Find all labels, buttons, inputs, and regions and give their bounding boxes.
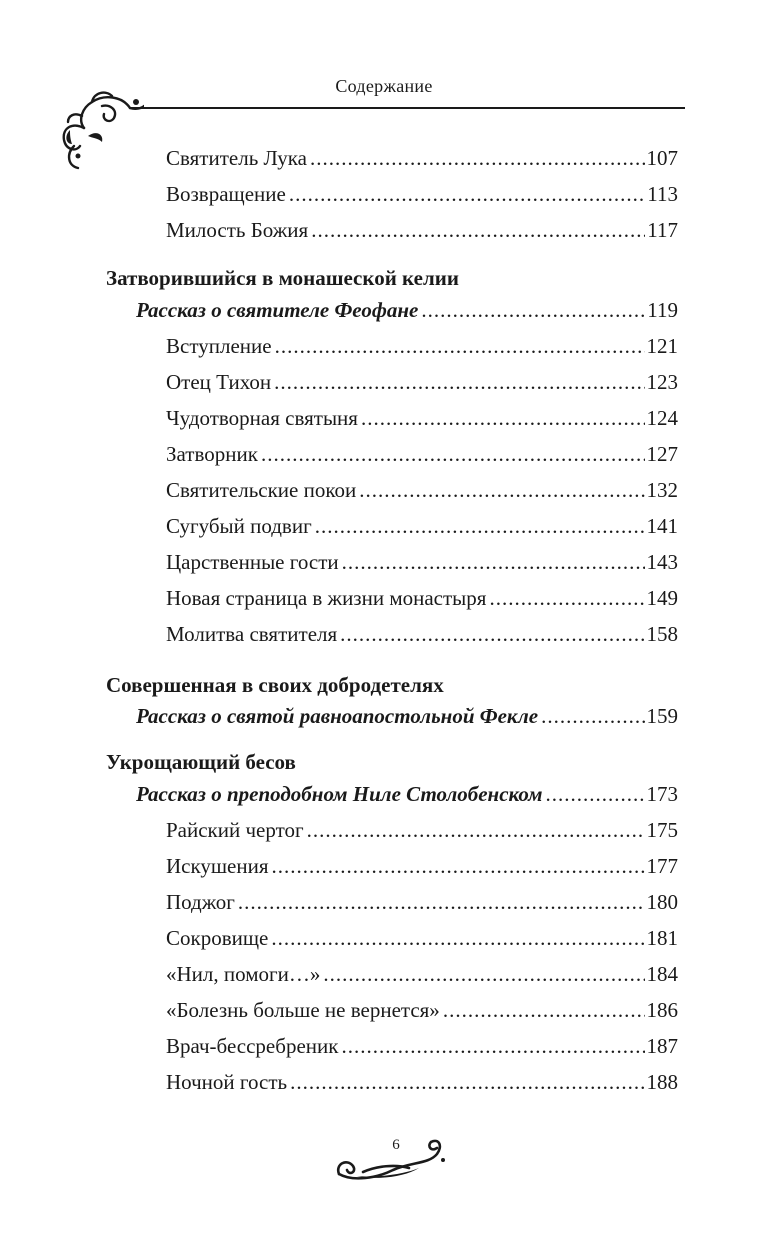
toc-entry-title: Возвращение <box>166 182 286 206</box>
toc-entry-page: 186 <box>646 998 678 1022</box>
toc-entry[interactable] <box>166 478 678 503</box>
toc-entry[interactable] <box>166 442 678 467</box>
toc-entry-page: 121 <box>646 334 678 358</box>
dot-leader <box>421 298 645 323</box>
dot-leader <box>541 704 644 729</box>
toc-entry-title: Молитва святителя <box>166 622 338 646</box>
dot-leader <box>272 854 645 879</box>
dot-leader <box>359 478 644 503</box>
toc-entry-title: Чудотворная святыня <box>166 406 358 430</box>
toc-entry-page: 124 <box>646 406 678 430</box>
toc-entry[interactable] <box>166 1034 678 1059</box>
toc-entry[interactable] <box>166 146 678 171</box>
toc-entry-title: Ночной гость <box>166 1070 288 1094</box>
dot-leader <box>323 962 644 987</box>
toc-entry[interactable] <box>166 926 678 951</box>
toc-entry[interactable] <box>166 962 678 987</box>
dot-leader <box>315 514 645 539</box>
section-heading[interactable]: Затворившийся в монашеской келии <box>106 266 459 290</box>
toc-entry-title: Затворник <box>166 442 258 466</box>
toc-entry[interactable] <box>166 818 678 843</box>
toc-entry-title: Поджог <box>166 890 235 914</box>
dot-leader <box>310 146 645 171</box>
toc-entry-title: Рассказ о святителе Феофане <box>136 298 419 322</box>
dot-leader <box>290 1070 644 1095</box>
toc-entry-title: Искушения <box>166 854 269 878</box>
toc-entry-title: Вступление <box>166 334 272 358</box>
toc-entry-page: 123 <box>646 370 678 394</box>
toc-entry-title: Святитель Лука <box>166 146 307 170</box>
toc-entry-title: «Нил, помоги…» <box>166 962 321 986</box>
toc-story-entry[interactable] <box>136 782 678 807</box>
dot-leader <box>545 782 644 807</box>
running-header-title: Содержание <box>335 76 433 96</box>
toc-entry-page: 117 <box>647 218 678 242</box>
dot-leader <box>289 182 645 207</box>
toc-entry-page: 187 <box>646 1034 678 1058</box>
dot-leader <box>342 550 645 575</box>
toc-entry[interactable] <box>166 406 678 431</box>
toc-entry-title: Святительские покои <box>166 478 357 502</box>
toc-entry-page: 159 <box>646 704 678 728</box>
toc-entry[interactable] <box>166 218 678 243</box>
toc-entry[interactable] <box>166 586 678 611</box>
toc-entry[interactable] <box>166 550 678 575</box>
toc-entry-title: Сокровище <box>166 926 269 950</box>
dot-leader <box>261 442 645 467</box>
dot-leader <box>340 622 644 647</box>
toc-entry[interactable] <box>166 182 678 207</box>
toc-entry-title: Отец Тихон <box>166 370 272 394</box>
toc-entry-title: Рассказ о святой равноапостольной Фекле <box>136 704 539 728</box>
toc-entry[interactable] <box>166 334 678 359</box>
toc-entry[interactable] <box>166 998 678 1023</box>
toc-entry[interactable] <box>166 370 678 395</box>
toc-entry-title: Новая страница в жизни монастыря <box>166 586 487 610</box>
dot-leader <box>275 334 645 359</box>
dot-leader <box>341 1034 644 1059</box>
toc-entry-page: 188 <box>646 1070 678 1094</box>
toc-entry-title: Милость Божия <box>166 218 309 242</box>
toc-entry-page: 173 <box>646 782 678 806</box>
toc-entry-title: Сугубый подвиг <box>166 514 312 538</box>
toc-entry-title: Врач-бессребреник <box>166 1034 339 1058</box>
dot-leader <box>274 370 644 395</box>
toc-entry-page: 132 <box>646 478 678 502</box>
toc-entry-page: 113 <box>647 182 678 206</box>
toc-entry[interactable] <box>166 1070 678 1095</box>
toc-entry-page: 184 <box>646 962 678 986</box>
section-heading[interactable]: Совершенная в своих добродетелях <box>106 673 444 697</box>
toc-entry-page: 149 <box>646 586 678 610</box>
toc-story-entry[interactable] <box>136 704 678 729</box>
toc-entry-page: 143 <box>646 550 678 574</box>
dot-leader <box>307 818 645 843</box>
page-number: 6 <box>392 1137 400 1153</box>
section-heading[interactable]: Укрощающий бесов <box>106 750 296 774</box>
dot-leader <box>311 218 645 243</box>
toc-entry-page: 158 <box>646 622 678 646</box>
toc-entry-title: Райский чертог <box>166 818 304 842</box>
dot-leader <box>271 926 644 951</box>
toc-entry[interactable] <box>166 514 678 539</box>
toc-entry[interactable] <box>166 890 678 915</box>
toc-entry-page: 141 <box>646 514 678 538</box>
toc-entry[interactable] <box>166 622 678 647</box>
toc-entry-page: 181 <box>646 926 678 950</box>
dot-leader <box>443 998 645 1023</box>
dot-leader <box>238 890 645 915</box>
toc-entry-page: 175 <box>646 818 678 842</box>
toc-entry-title: Царственные гости <box>166 550 339 574</box>
dot-leader <box>489 586 644 611</box>
toc-entry-title: Рассказ о преподобном Ниле Столобенском <box>136 782 543 806</box>
toc-entry[interactable] <box>166 854 678 879</box>
toc-story-entry[interactable] <box>136 298 678 323</box>
toc-entry-page: 119 <box>647 298 678 322</box>
dot-leader <box>361 406 645 431</box>
toc-entry-page: 107 <box>646 146 678 170</box>
toc-entry-page: 127 <box>646 442 678 466</box>
toc-entry-page: 180 <box>646 890 678 914</box>
toc-entry-title: «Болезнь больше не вернется» <box>166 998 440 1022</box>
toc-entry-page: 177 <box>646 854 678 878</box>
